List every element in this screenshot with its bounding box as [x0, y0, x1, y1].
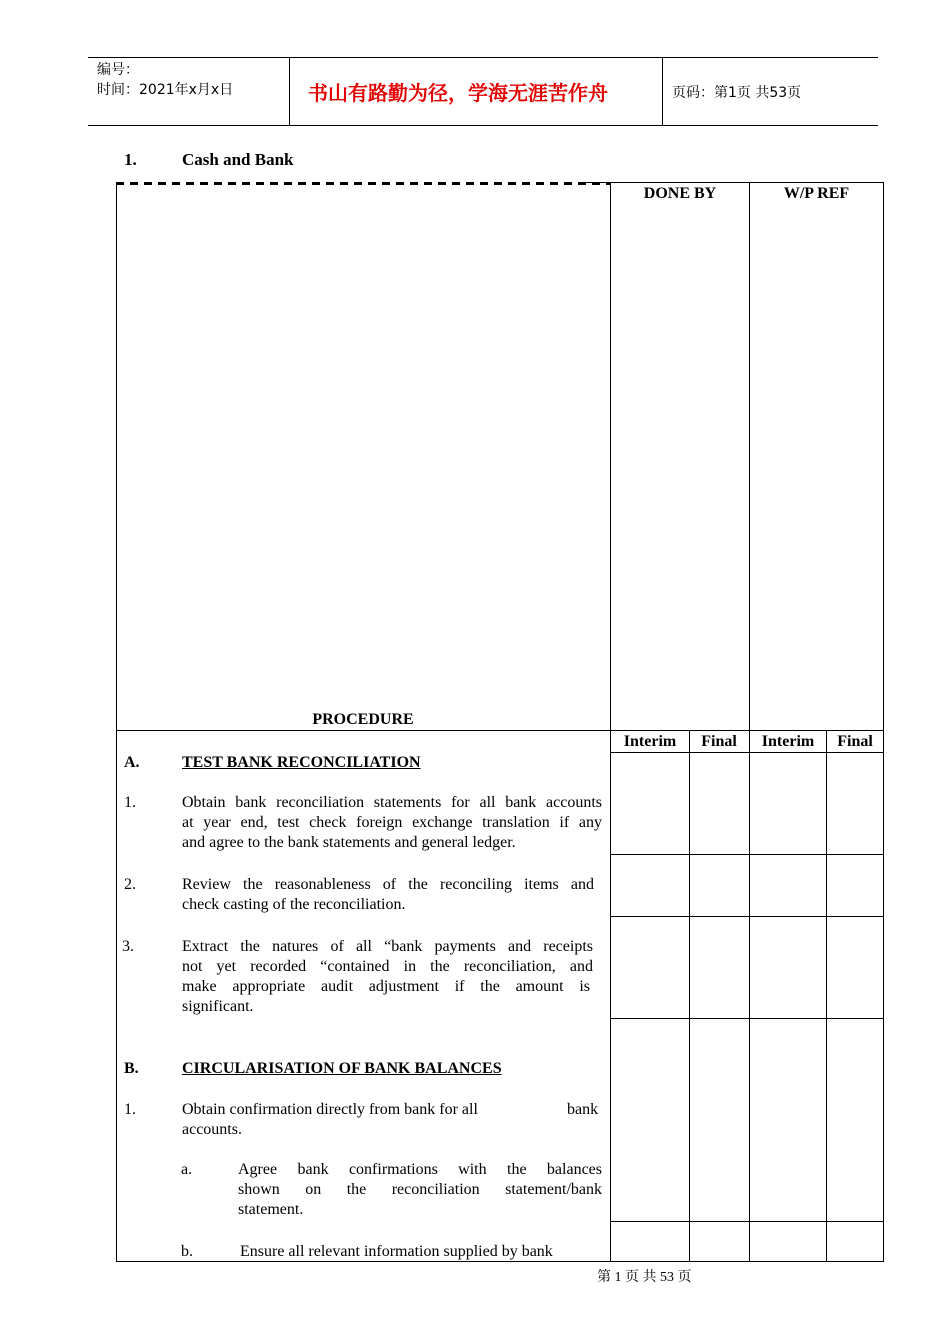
table-right-border: [883, 182, 884, 1262]
section-a-title: TEST BANK RECONCILIATION: [182, 754, 421, 771]
item-a1-line-3: and agree to the bank statements and general ledger.: [182, 834, 516, 851]
signoff-row-rule-4: [610, 1221, 884, 1222]
item-bb-line-1: Ensure all relevant information supplied by bank: [240, 1243, 553, 1260]
item-a3-line-2: not yet recorded “contained in the reconciliation, and: [182, 958, 593, 975]
item-a2-line-1: Review the reasonableness of the reconciling items and: [182, 876, 594, 893]
item-a3-line-4: significant.: [182, 998, 254, 1015]
item-a2-number: 2.: [124, 876, 136, 893]
item-b1-number: 1.: [124, 1101, 136, 1118]
header-divider-left: [289, 57, 290, 126]
procedure-header: PROCEDURE: [312, 711, 414, 728]
time-label: 时间：2021年x月x日: [97, 82, 234, 98]
header-top-rule: [88, 57, 878, 58]
item-a3-line-3: make appropriate audit adjustment if the amount is: [182, 978, 590, 995]
section-title: Cash and Bank: [182, 150, 294, 169]
signoff-row-rule-2: [610, 916, 884, 917]
doneby-wpref-divider: [749, 182, 750, 1262]
section-b-title: CIRCULARISATION OF BANK BALANCES: [182, 1060, 502, 1077]
item-b1-line-1a: Obtain confirmation directly from bank for all: [182, 1101, 478, 1118]
wp-ref-final-header: Final: [837, 733, 873, 750]
item-b1-line-2: accounts.: [182, 1121, 242, 1138]
item-ba-number: a.: [181, 1161, 193, 1178]
done-by-header: DONE BY: [643, 185, 717, 202]
item-a1-line-2: at year end, test check foreign exchange translation if any: [182, 814, 602, 831]
procedure-col-divider-top: [610, 182, 611, 730]
page-label: 页码：第1页 共53页: [672, 85, 802, 101]
item-ba-line-3: statement.: [238, 1201, 304, 1218]
table-top-rule: [580, 182, 884, 183]
footer-page-number: 第 1 页 共 53 页: [597, 1270, 692, 1285]
doneby-interim-final-divider: [689, 730, 690, 1262]
subheader-rule: [610, 752, 884, 753]
table-top-dashed-rule: [116, 182, 610, 185]
wp-ref-interim-header: Interim: [761, 733, 815, 750]
item-ba-line-1: Agree bank confirmations with the balances: [238, 1161, 602, 1178]
done-by-interim-header: Interim: [623, 733, 677, 750]
item-a3-number: 3.: [122, 938, 134, 955]
item-a2-line-2: check casting of the reconciliation.: [182, 896, 406, 913]
section-a-number: A.: [124, 754, 140, 771]
item-bb-number: b.: [181, 1243, 193, 1260]
serial-label: 编号：: [97, 62, 139, 78]
item-a1-line-1: Obtain bank reconciliation statements for all bank accounts: [182, 794, 602, 811]
wpref-interim-final-divider: [826, 730, 827, 1262]
procedure-col-divider-bottom: [610, 730, 611, 1262]
signoff-row-rule-3: [610, 1018, 884, 1019]
wp-ref-header: W/P REF: [783, 185, 850, 202]
procedure-header-rule: [116, 730, 884, 731]
header-divider-right: [662, 57, 663, 126]
item-b1-line-1b: bank: [567, 1101, 599, 1118]
section-b-number: B.: [124, 1060, 139, 1077]
item-a3-line-1: Extract the natures of all “bank payments and receipts: [182, 938, 593, 955]
signoff-row-rule-1: [610, 854, 884, 855]
item-a1-number: 1.: [124, 794, 136, 811]
header-motto: 书山有路勤为径，学海无涯苦作舟: [308, 81, 608, 105]
item-ba-line-2: shown on the reconciliation statement/bank: [238, 1181, 602, 1198]
section-number: 1.: [124, 150, 137, 169]
header-bottom-rule: [88, 125, 878, 126]
done-by-final-header: Final: [701, 733, 737, 750]
